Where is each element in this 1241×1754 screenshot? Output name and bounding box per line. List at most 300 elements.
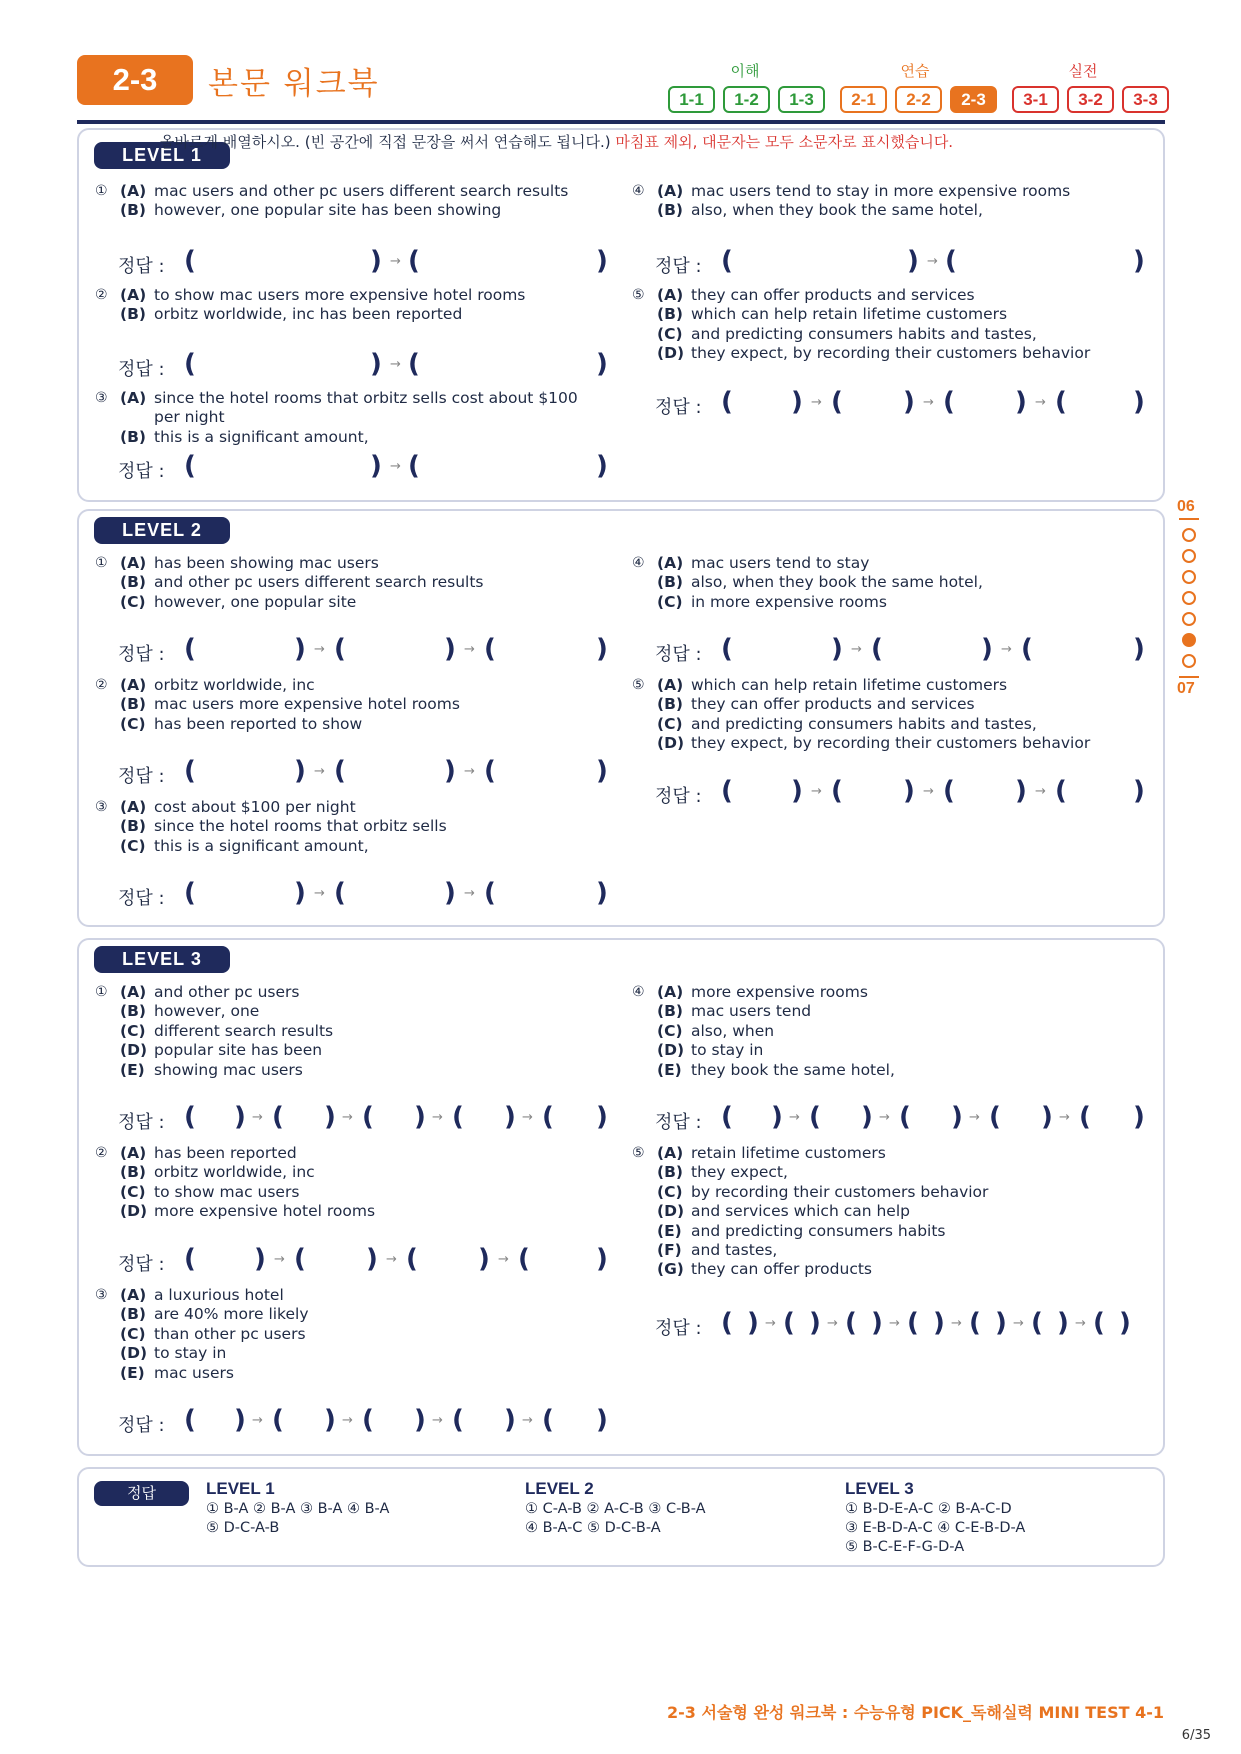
answer-bracket: ( <box>721 634 733 664</box>
answer-key-badge: 정답 <box>94 1481 189 1506</box>
step-3-1[interactable]: 3-1 <box>1012 86 1059 113</box>
answer-label: 정답 : <box>655 644 702 665</box>
answer-bracket: ( <box>184 756 196 786</box>
instruction-note: 마침표 제외, 대문자는 모두 소문자로 표시했습니다. <box>615 133 954 151</box>
choice-line <box>95 983 595 1002</box>
step-3-2[interactable]: 3-2 <box>1067 86 1114 113</box>
question-number: ③ <box>95 799 108 815</box>
answer-bracket: ( <box>408 451 420 481</box>
l3-q5 <box>632 1144 1132 1280</box>
choice-line <box>95 428 615 447</box>
progress-dot-4 <box>1182 591 1196 605</box>
choice-tag: (E) <box>120 1363 145 1382</box>
choice-tag: (E) <box>657 1060 682 1079</box>
l3-q3 <box>95 1286 595 1383</box>
answer-bracket: ( <box>1079 1102 1091 1132</box>
level3-badge: LEVEL 3 <box>94 946 230 973</box>
answer-label: 정답 : <box>118 256 165 277</box>
question-number: ⑤ <box>632 1145 645 1161</box>
choice-text: and other pc users <box>154 983 300 1001</box>
answer-bracket: ) <box>1015 387 1027 417</box>
answer-bracket: ) <box>951 1102 963 1132</box>
answer-bracket: ( <box>845 1308 857 1338</box>
arrow-right-icon: → <box>1075 1316 1086 1331</box>
l1-q2 <box>95 286 595 325</box>
answer-bracket: ) <box>444 878 456 908</box>
answer-bracket: ( <box>184 1102 196 1132</box>
question-number: ④ <box>632 555 645 571</box>
answer-key-level2 <box>525 1479 706 1538</box>
choice-line <box>632 1222 1132 1241</box>
choice-text: and services which can help <box>691 1202 910 1221</box>
answer-label: 정답 : <box>655 1112 702 1133</box>
arrow-right-icon: → <box>464 886 475 901</box>
answer-bracket: ) <box>596 878 608 908</box>
choice-line <box>95 573 595 592</box>
answer-bracket: ( <box>1031 1308 1043 1338</box>
choice-line <box>95 1061 595 1080</box>
l2-q5 <box>632 676 1152 754</box>
arrow-right-icon: → <box>390 254 401 269</box>
answer-bracket: ( <box>184 1244 196 1274</box>
arrow-right-icon: → <box>811 395 822 410</box>
choice-tag: (D) <box>657 1041 685 1060</box>
side-number-bottom: 07 <box>1177 680 1195 697</box>
choice-text: more expensive hotel rooms <box>154 1202 376 1221</box>
choice-text: to stay in <box>154 1344 227 1363</box>
choice-line <box>95 1022 595 1041</box>
choice-tag: (B) <box>657 305 683 324</box>
choice-text: has been reported to show <box>154 714 363 733</box>
l1-q5 <box>632 286 1152 364</box>
choice-tag: (A) <box>120 389 147 407</box>
l1-q5-answer[interactable] <box>655 389 1145 421</box>
choice-line <box>95 715 595 734</box>
choice-text: and predicting consumers habits and tastes, <box>691 324 1037 343</box>
answer-bracket: ) <box>414 1405 426 1435</box>
answer-bracket: ( <box>272 1102 284 1132</box>
answer-bracket: ( <box>484 634 496 664</box>
choice-text: mac users more expensive hotel rooms <box>154 695 460 714</box>
side-bar-bottom <box>1179 676 1199 678</box>
choice-line <box>632 1202 1132 1221</box>
answer-label: 정답 : <box>655 1318 702 1339</box>
choice-line <box>632 182 1132 201</box>
question-number: ③ <box>95 1287 108 1303</box>
arrow-right-icon: → <box>1035 395 1046 410</box>
choice-text: and other pc users different search results <box>154 573 484 592</box>
answer-bracket: ( <box>721 387 733 417</box>
choice-text: and predicting consumers habits <box>691 1221 946 1240</box>
answer-bracket: ) <box>234 1102 246 1132</box>
choice-tag: (B) <box>120 427 146 446</box>
choice-tag: (C) <box>120 592 146 611</box>
choice-text: mac users tend <box>691 1002 812 1021</box>
answer-bracket: ( <box>484 878 496 908</box>
choice-tag: (A) <box>120 983 147 1001</box>
answer-key-line: ① C-A-B ② A-C-B ③ C-B-A <box>525 1501 706 1517</box>
answer-key-line: ① B-D-E-A-C ② B-A-C-D <box>845 1501 1012 1517</box>
choice-text: also, when <box>691 1021 775 1040</box>
l1-q1-answer[interactable] <box>118 248 608 280</box>
l1-q2-answer[interactable] <box>118 351 608 383</box>
answer-bracket: ( <box>809 1102 821 1132</box>
arrow-right-icon: → <box>432 1413 443 1428</box>
l1-q4-answer[interactable] <box>655 248 1145 280</box>
answer-label: 정답 : <box>118 1415 165 1436</box>
step-1-2[interactable]: 1-2 <box>723 86 770 113</box>
choice-line <box>95 676 595 695</box>
choice-line <box>632 715 1152 734</box>
answer-label: 정답 : <box>118 888 165 909</box>
choice-line <box>632 695 1152 714</box>
arrow-right-icon: → <box>522 1110 533 1125</box>
answer-bracket: ) <box>234 1405 246 1435</box>
answer-label: 정답 : <box>118 644 165 665</box>
choice-text: retain lifetime customers <box>691 1144 886 1162</box>
answer-bracket: ) <box>831 634 843 664</box>
side-number-top: 06 <box>1177 498 1195 515</box>
answer-bracket: ) <box>596 1405 608 1435</box>
answer-bracket: ) <box>1057 1308 1069 1338</box>
choice-text: than other pc users <box>154 1324 306 1343</box>
answer-bracket: ( <box>406 1244 418 1274</box>
choice-text: has been reported <box>154 1144 297 1162</box>
arrow-right-icon: → <box>432 1110 443 1125</box>
choice-tag: (D) <box>120 1041 148 1060</box>
choice-line <box>95 1144 595 1163</box>
choice-text: orbitz worldwide, inc <box>154 1163 315 1182</box>
choice-tag: (B) <box>120 1163 146 1182</box>
choice-line <box>95 182 595 201</box>
choice-line <box>95 593 595 612</box>
answer-bracket: ) <box>324 1102 336 1132</box>
choice-text: they expect, by recording their customers behavior <box>691 734 1091 753</box>
answer-bracket: ) <box>903 387 915 417</box>
l3-q2 <box>95 1144 595 1222</box>
arrow-right-icon: → <box>314 764 325 779</box>
choice-line <box>632 344 1152 363</box>
answer-bracket: ) <box>1133 246 1145 276</box>
answer-bracket: ( <box>484 756 496 786</box>
choice-tag: (B) <box>120 695 146 714</box>
answer-key-line: ⑤ D-C-A-B <box>206 1520 280 1536</box>
answer-bracket: ) <box>809 1308 821 1338</box>
answer-bracket: ( <box>184 349 196 379</box>
choice-tag: (C) <box>120 714 146 733</box>
answer-bracket: ( <box>184 634 196 664</box>
choice-line <box>632 1163 1132 1182</box>
choice-line <box>95 1183 595 1202</box>
arrow-right-icon: → <box>951 1316 962 1331</box>
answer-bracket: ) <box>907 246 919 276</box>
l3-q2-answer[interactable] <box>118 1246 608 1278</box>
choice-tag: (A) <box>120 798 147 816</box>
choice-text: showing mac users <box>154 1060 303 1079</box>
choice-text: they can offer products <box>691 1260 872 1279</box>
progress-dot-7 <box>1182 654 1196 668</box>
answer-bracket: ) <box>370 246 382 276</box>
choice-text: different search results <box>154 1021 334 1040</box>
choice-tag: (C) <box>120 1324 146 1343</box>
answer-bracket: ( <box>408 349 420 379</box>
answer-key-line: ① B-A ② B-A ③ B-A ④ B-A <box>206 1501 390 1517</box>
answer-bracket: ( <box>831 387 843 417</box>
answer-bracket: ( <box>452 1102 464 1132</box>
choice-text: mac users tend to stay in more expensive rooms <box>691 182 1071 200</box>
answer-bracket: ) <box>596 246 608 276</box>
l2-q5-answer[interactable] <box>655 778 1145 810</box>
choice-line <box>95 389 615 408</box>
answer-bracket: ( <box>783 1308 795 1338</box>
group-label-real: 실전 <box>1068 62 1098 80</box>
page-number: 6/35 <box>1181 1728 1211 1743</box>
answer-bracket: ) <box>414 1102 426 1132</box>
answer-bracket: ( <box>362 1102 374 1132</box>
answer-bracket: ) <box>1015 776 1027 806</box>
choice-line <box>95 286 595 305</box>
choice-tag: (B) <box>657 201 683 220</box>
choice-text: also, when they book the same hotel, <box>691 573 983 592</box>
answer-bracket: ( <box>831 776 843 806</box>
choice-tag: (F) <box>657 1241 682 1260</box>
choice-tag: (C) <box>657 324 683 343</box>
answer-bracket: ) <box>444 756 456 786</box>
choice-text: per night <box>154 408 225 427</box>
answer-bracket: ( <box>907 1308 919 1338</box>
answer-bracket: ) <box>596 756 608 786</box>
answer-label: 정답 : <box>118 359 165 380</box>
choice-tag: (G) <box>657 1260 684 1279</box>
group-label-understand: 이해 <box>730 62 760 80</box>
step-3-3[interactable]: 3-3 <box>1122 86 1169 113</box>
answer-bracket: ( <box>184 246 196 276</box>
answer-bracket: ) <box>861 1102 873 1132</box>
arrow-right-icon: → <box>464 642 475 657</box>
choice-text: this is a significant amount, <box>154 836 369 855</box>
answer-bracket: ) <box>596 634 608 664</box>
choice-line <box>95 695 595 714</box>
answer-key-line: LEVEL 1 <box>206 1479 275 1498</box>
answer-bracket: ( <box>943 387 955 417</box>
answer-key-box <box>77 1467 1165 1567</box>
answer-bracket: ( <box>542 1102 554 1132</box>
answer-bracket: ) <box>933 1308 945 1338</box>
choice-line <box>95 1002 595 1021</box>
choice-line <box>95 798 595 817</box>
answer-key-line: ⑤ B-C-E-F-G-D-A <box>845 1539 965 1555</box>
choice-tag: (B) <box>120 201 146 220</box>
l3-q5-answer[interactable] <box>655 1310 1145 1342</box>
answer-key-line: ③ E-B-D-A-C ④ C-E-B-D-A <box>845 1520 1026 1536</box>
answer-bracket: ( <box>943 776 955 806</box>
answer-label: 정답 : <box>118 1254 165 1275</box>
choice-text: and tastes, <box>691 1241 778 1260</box>
arrow-right-icon: → <box>522 1413 533 1428</box>
choice-line <box>95 1286 595 1305</box>
step-2-3[interactable]: 2-3 <box>950 86 997 113</box>
choice-text: mac users and other pc users different search results <box>154 182 569 200</box>
choice-text: cost about $100 per night <box>154 798 356 816</box>
choice-tag: (A) <box>657 676 684 694</box>
choice-text: orbitz worldwide, inc <box>154 676 315 694</box>
l3-q3-answer[interactable] <box>118 1407 608 1439</box>
choice-text: orbitz worldwide, inc has been reported <box>154 305 463 324</box>
choice-line <box>632 734 1152 753</box>
l1-q3-answer[interactable] <box>118 453 608 485</box>
progress-dot-1 <box>1182 528 1196 542</box>
l2-q3-answer[interactable] <box>118 880 608 912</box>
level2-badge: LEVEL 2 <box>94 517 230 544</box>
answer-bracket: ( <box>518 1244 530 1274</box>
answer-bracket: ( <box>184 878 196 908</box>
choice-text: they book the same hotel, <box>691 1060 895 1079</box>
answer-key-line: LEVEL 3 <box>845 1479 914 1498</box>
choice-text: they can offer products and services <box>691 286 975 304</box>
choice-tag: (B) <box>657 1163 683 1182</box>
answer-bracket: ) <box>596 1244 608 1274</box>
answer-bracket: ( <box>721 1308 733 1338</box>
answer-key-level1 <box>206 1479 389 1538</box>
l2-q2-answer[interactable] <box>118 758 608 790</box>
answer-bracket: ( <box>969 1308 981 1338</box>
answer-bracket: ) <box>370 349 382 379</box>
answer-bracket: ) <box>1119 1308 1131 1338</box>
choice-text: however, one popular site has been showing <box>154 201 502 220</box>
answer-bracket: ) <box>254 1244 266 1274</box>
l3-q4-answer[interactable] <box>655 1104 1145 1136</box>
choice-tag: (A) <box>120 182 147 200</box>
choice-text: since the hotel rooms that orbitz sells cost about $100 <box>154 389 578 407</box>
question-number: ④ <box>632 984 645 1000</box>
progress-dot-3 <box>1182 570 1196 584</box>
answer-bracket: ( <box>542 1405 554 1435</box>
question-number: ② <box>95 677 108 693</box>
answer-bracket: ( <box>721 246 733 276</box>
choice-line <box>632 325 1152 344</box>
answer-bracket: ) <box>294 878 306 908</box>
progress-dot-5 <box>1182 612 1196 626</box>
answer-bracket: ) <box>366 1244 378 1274</box>
choice-text: which can help retain lifetime customers <box>691 676 1008 694</box>
group-label-practice: 연습 <box>900 62 930 80</box>
l3-q1-answer[interactable] <box>118 1104 608 1136</box>
choice-text: however, one <box>154 1002 260 1021</box>
choice-tag: (B) <box>120 817 146 836</box>
progress-dot-2 <box>1182 549 1196 563</box>
answer-bracket: ) <box>504 1405 516 1435</box>
choice-line <box>95 1364 595 1383</box>
answer-bracket: ( <box>184 1405 196 1435</box>
choice-text: a luxurious hotel <box>154 1286 284 1304</box>
answer-label: 정답 : <box>655 256 702 277</box>
choice-tag: (B) <box>120 573 146 592</box>
arrow-right-icon: → <box>252 1110 263 1125</box>
level1-badge: LEVEL 1 <box>94 142 230 169</box>
choice-tag: (A) <box>657 1144 684 1162</box>
question-number: ④ <box>632 183 645 199</box>
choice-line <box>632 1061 1132 1080</box>
arrow-right-icon: → <box>851 642 862 657</box>
choice-line <box>632 1041 1132 1060</box>
choice-tag: (A) <box>657 286 684 304</box>
answer-bracket: ( <box>945 246 957 276</box>
l3-q1 <box>95 983 595 1080</box>
choice-line <box>632 554 1132 573</box>
l2-q4 <box>632 554 1132 612</box>
choice-tag: (A) <box>657 983 684 1001</box>
choice-tag: (C) <box>120 836 146 855</box>
answer-bracket: ( <box>1055 387 1067 417</box>
answer-bracket: ) <box>1133 776 1145 806</box>
step-1-3[interactable]: 1-3 <box>778 86 825 113</box>
choice-line <box>632 1260 1132 1279</box>
choice-text: are 40% more likely <box>154 1305 309 1324</box>
side-bar-top <box>1179 518 1199 520</box>
answer-bracket: ) <box>995 1308 1007 1338</box>
choice-tag: (C) <box>657 714 683 733</box>
answer-bracket: ) <box>771 1102 783 1132</box>
page-title: 본문 워크북 <box>208 66 380 102</box>
arrow-right-icon: → <box>889 1316 900 1331</box>
step-2-2[interactable]: 2-2 <box>895 86 942 113</box>
step-1-1[interactable]: 1-1 <box>668 86 715 113</box>
choice-tag: (B) <box>120 1002 146 1021</box>
question-number: ① <box>95 555 108 571</box>
choice-text: to show mac users <box>154 1182 300 1201</box>
instruction <box>160 132 1150 153</box>
choice-line <box>95 1202 595 1221</box>
arrow-right-icon: → <box>342 1110 353 1125</box>
choice-tag: (B) <box>120 305 146 324</box>
arrow-right-icon: → <box>314 642 325 657</box>
answer-bracket: ( <box>408 246 420 276</box>
choice-tag: (A) <box>657 182 684 200</box>
choice-text: also, when they book the same hotel, <box>691 201 983 220</box>
l2-q4-answer[interactable] <box>655 636 1145 668</box>
choice-tag: (D) <box>657 734 685 753</box>
choice-tag: (B) <box>657 1002 683 1021</box>
answer-label: 정답 : <box>118 1112 165 1133</box>
choice-tag: (A) <box>120 286 147 304</box>
progress-dot-6 <box>1182 633 1196 647</box>
choice-text: and predicting consumers habits and tastes, <box>691 714 1037 733</box>
arrow-right-icon: → <box>1059 1110 1070 1125</box>
arrow-right-icon: → <box>811 784 822 799</box>
choice-tag: (D) <box>120 1344 148 1363</box>
question-number: ② <box>95 287 108 303</box>
choice-tag: (B) <box>120 1305 146 1324</box>
answer-bracket: ( <box>721 776 733 806</box>
arrow-right-icon: → <box>386 1252 397 1267</box>
answer-bracket: ( <box>334 634 346 664</box>
choice-line <box>95 837 595 856</box>
l2-q1 <box>95 554 595 612</box>
answer-bracket: ( <box>721 1102 733 1132</box>
answer-key-line: ④ B-A-C ⑤ D-C-B-A <box>525 1520 661 1536</box>
step-2-1[interactable]: 2-1 <box>840 86 887 113</box>
answer-key-level3 <box>845 1479 1025 1557</box>
choice-tag: (D) <box>657 1202 685 1221</box>
choice-tag: (C) <box>657 1182 683 1201</box>
answer-bracket: ) <box>791 776 803 806</box>
choice-text: mac users tend to stay <box>691 554 870 572</box>
arrow-right-icon: → <box>274 1252 285 1267</box>
l2-q1-answer[interactable] <box>118 636 608 668</box>
choice-text: to show mac users more expensive hotel rooms <box>154 286 526 304</box>
answer-bracket: ( <box>899 1102 911 1132</box>
answer-bracket: ( <box>989 1102 1001 1132</box>
